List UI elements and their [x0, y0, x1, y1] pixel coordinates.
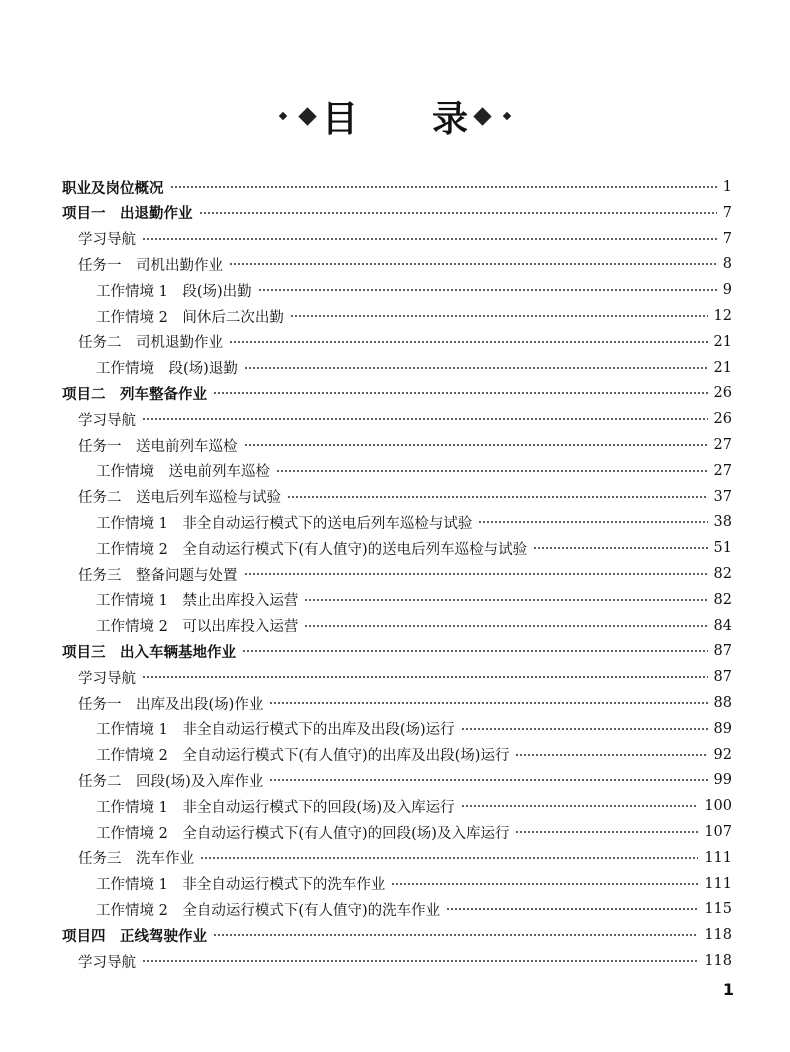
toc-entry-page: 21	[713, 333, 732, 350]
toc-entry-label: 工作情境 2 全自动运行模式下(有人值守)的出库及出段(场)运行	[96, 748, 510, 765]
toc-entry[interactable]	[96, 355, 732, 381]
toc-entry-page: 111	[704, 849, 732, 866]
toc-entry[interactable]	[78, 664, 732, 690]
toc-entry-page: 89	[713, 720, 732, 737]
toc-entry-label: 工作情境 2 可以出库投入运营	[96, 619, 299, 636]
dot-leader	[269, 702, 707, 704]
toc-entry[interactable]	[78, 767, 732, 793]
toc-entry-label: 工作情境 1 非全自动运行模式下的送电后列车巡检与试验	[96, 515, 473, 532]
dot-leader	[515, 831, 698, 833]
toc-entry-label: 任务一 送电前列车巡检	[78, 438, 238, 455]
toc-entry[interactable]	[96, 303, 732, 329]
toc-entry[interactable]	[62, 200, 732, 226]
dot-leader	[213, 934, 698, 936]
toc-entry-page: 9	[722, 282, 732, 299]
toc-entry[interactable]	[62, 922, 732, 948]
toc-entry[interactable]	[62, 638, 732, 664]
dot-leader	[142, 418, 708, 420]
diamond-ornament-icon	[503, 112, 511, 120]
toc-entry[interactable]	[96, 535, 732, 561]
toc-entry[interactable]	[62, 380, 732, 406]
toc-entry-label: 任务一 出库及出段(场)作业	[78, 696, 264, 713]
toc-entry-label: 工作情境 2 全自动运行模式下(有人值守)的送电后列车巡检与试验	[96, 541, 528, 558]
dot-leader	[229, 263, 717, 265]
toc-entry-page: 51	[713, 540, 732, 557]
toc-entry-label: 工作情境 2 全自动运行模式下(有人值守)的回段(场)及入库运行	[96, 825, 510, 842]
toc-entry-page: 7	[722, 230, 732, 247]
dot-leader	[478, 521, 707, 523]
toc-entry-page: 82	[713, 566, 732, 582]
toc-entry[interactable]	[96, 587, 732, 613]
title-char-2: 录	[432, 98, 469, 140]
toc-entry[interactable]	[96, 716, 732, 742]
toc-entry-page: 99	[713, 772, 732, 789]
toc-entry-page: 118	[704, 927, 732, 944]
toc-entry-label: 项目二 列车整备作业	[62, 386, 207, 403]
dot-leader	[446, 908, 698, 910]
dot-leader	[244, 444, 708, 446]
toc-entry-page: 7	[722, 204, 732, 221]
toc-entry-label: 任务二 回段(场)及入库作业	[78, 773, 264, 790]
toc-entry-page: 92	[713, 746, 732, 763]
toc-entry-page: 38	[713, 514, 732, 531]
toc-entry-page: 21	[713, 359, 732, 376]
toc-entry[interactable]	[96, 742, 732, 768]
diamond-ornament-icon	[279, 112, 287, 120]
toc-entry-label: 任务二 送电后列车巡检与试验	[78, 490, 281, 507]
toc-entry[interactable]	[78, 226, 732, 252]
dot-leader	[170, 186, 717, 188]
toc-entry[interactable]	[96, 277, 732, 303]
toc-entry[interactable]	[78, 690, 732, 716]
toc-entry[interactable]	[96, 509, 732, 535]
toc-entry-label: 工作情境 1 段(场)出勤	[96, 283, 252, 300]
toc-entry-page: 27	[713, 437, 732, 453]
dot-leader	[142, 238, 717, 240]
toc-entry[interactable]	[78, 329, 732, 355]
toc-entry[interactable]	[96, 819, 732, 845]
dot-leader	[199, 212, 717, 214]
dot-leader	[461, 728, 708, 730]
dot-leader	[391, 883, 698, 885]
toc-entry-label: 工作情境 1 禁止出库投入运营	[96, 593, 299, 610]
toc-entry-label: 学习导航	[78, 232, 136, 249]
toc-entry-label: 工作情境 2 间休后二次出勤	[96, 309, 284, 326]
dot-leader	[533, 547, 707, 549]
toc-entry-label: 项目四 正线驾驶作业	[62, 928, 207, 945]
toc-entry[interactable]	[78, 406, 732, 432]
toc-entry-page: 111	[704, 875, 732, 892]
toc-entry-page: 1	[722, 179, 732, 195]
toc-entry[interactable]	[78, 251, 732, 277]
title-char-1: 目	[321, 98, 358, 140]
toc-entry[interactable]	[78, 561, 732, 587]
toc-entry[interactable]	[96, 458, 732, 484]
toc-entry-label: 工作情境 1 非全自动运行模式下的洗车作业	[96, 877, 386, 894]
toc-entry-page: 82	[713, 591, 732, 608]
dot-leader	[269, 779, 707, 781]
toc-title	[0, 92, 790, 140]
dot-leader	[213, 392, 708, 394]
toc-entry-label: 工作情境 2 全自动运行模式下(有人值守)的洗车作业	[96, 902, 441, 919]
diamond-ornament-icon	[298, 107, 316, 125]
dot-leader	[304, 625, 707, 627]
toc-entry-page: 115	[704, 901, 732, 918]
toc-entry-label: 任务三 整备问题与处置	[78, 567, 238, 584]
toc-entry-label: 项目一 出退勤作业	[62, 206, 193, 223]
toc-entry-page: 26	[713, 411, 732, 428]
toc-entry-label: 学习导航	[78, 412, 136, 429]
toc-entry-page: 37	[713, 488, 732, 505]
toc-entry[interactable]	[96, 613, 732, 639]
toc-entry[interactable]	[96, 871, 732, 897]
dot-leader	[258, 289, 717, 291]
toc-entry-label: 任务一 司机出勤作业	[78, 257, 223, 274]
dot-leader	[290, 315, 708, 317]
dot-leader	[461, 805, 699, 807]
toc-entry-label: 工作情境 送电前列车巡检	[96, 464, 270, 481]
dot-leader	[304, 599, 707, 601]
diamond-ornament-icon	[473, 107, 491, 125]
toc-entry[interactable]	[62, 174, 732, 200]
toc-entry-page: 118	[704, 953, 732, 969]
toc-entry-label: 工作情境 1 非全自动运行模式下的出库及出段(场)运行	[96, 722, 455, 739]
toc-entry[interactable]	[78, 484, 732, 510]
toc-entry-page: 107	[704, 824, 732, 840]
toc-entry-page: 100	[704, 798, 732, 815]
toc-entry-label: 职业及岗位概况	[62, 180, 164, 197]
toc-entry-label: 学习导航	[78, 670, 136, 687]
dot-leader	[142, 676, 708, 678]
dot-leader	[276, 470, 708, 472]
toc-entry-page: 87	[713, 643, 732, 660]
dot-leader	[244, 573, 708, 575]
toc-entry[interactable]	[96, 793, 732, 819]
toc-entry[interactable]	[96, 896, 732, 922]
dot-leader	[142, 960, 698, 962]
dot-leader	[242, 650, 708, 652]
toc-entry-page: 26	[713, 385, 732, 402]
toc-entry-label: 项目三 出入车辆基地作业	[62, 644, 236, 661]
toc-entry-label: 工作情境 1 非全自动运行模式下的回段(场)及入库运行	[96, 799, 455, 816]
toc-entry[interactable]	[78, 845, 732, 871]
dot-leader	[515, 754, 707, 756]
dot-leader	[287, 496, 708, 498]
toc-entry-page: 8	[722, 256, 732, 273]
dot-leader	[229, 341, 708, 343]
page-number: 1	[722, 980, 734, 999]
toc-entry-page: 12	[713, 308, 732, 324]
toc-entry-label: 任务三 洗车作业	[78, 851, 194, 868]
toc-entry-page: 88	[713, 695, 732, 711]
toc-entry[interactable]	[78, 432, 732, 458]
toc-entry-page: 27	[713, 462, 732, 479]
toc-entry-page: 84	[713, 617, 732, 634]
toc-entry[interactable]	[78, 948, 732, 974]
toc-entry-label: 工作情境 段(场)退勤	[96, 361, 238, 378]
dot-leader	[200, 857, 698, 859]
toc-entry-page: 87	[713, 669, 732, 686]
toc-entry-label: 任务二 司机退勤作业	[78, 335, 223, 352]
toc-entry-label: 学习导航	[78, 954, 136, 971]
dot-leader	[244, 367, 708, 369]
